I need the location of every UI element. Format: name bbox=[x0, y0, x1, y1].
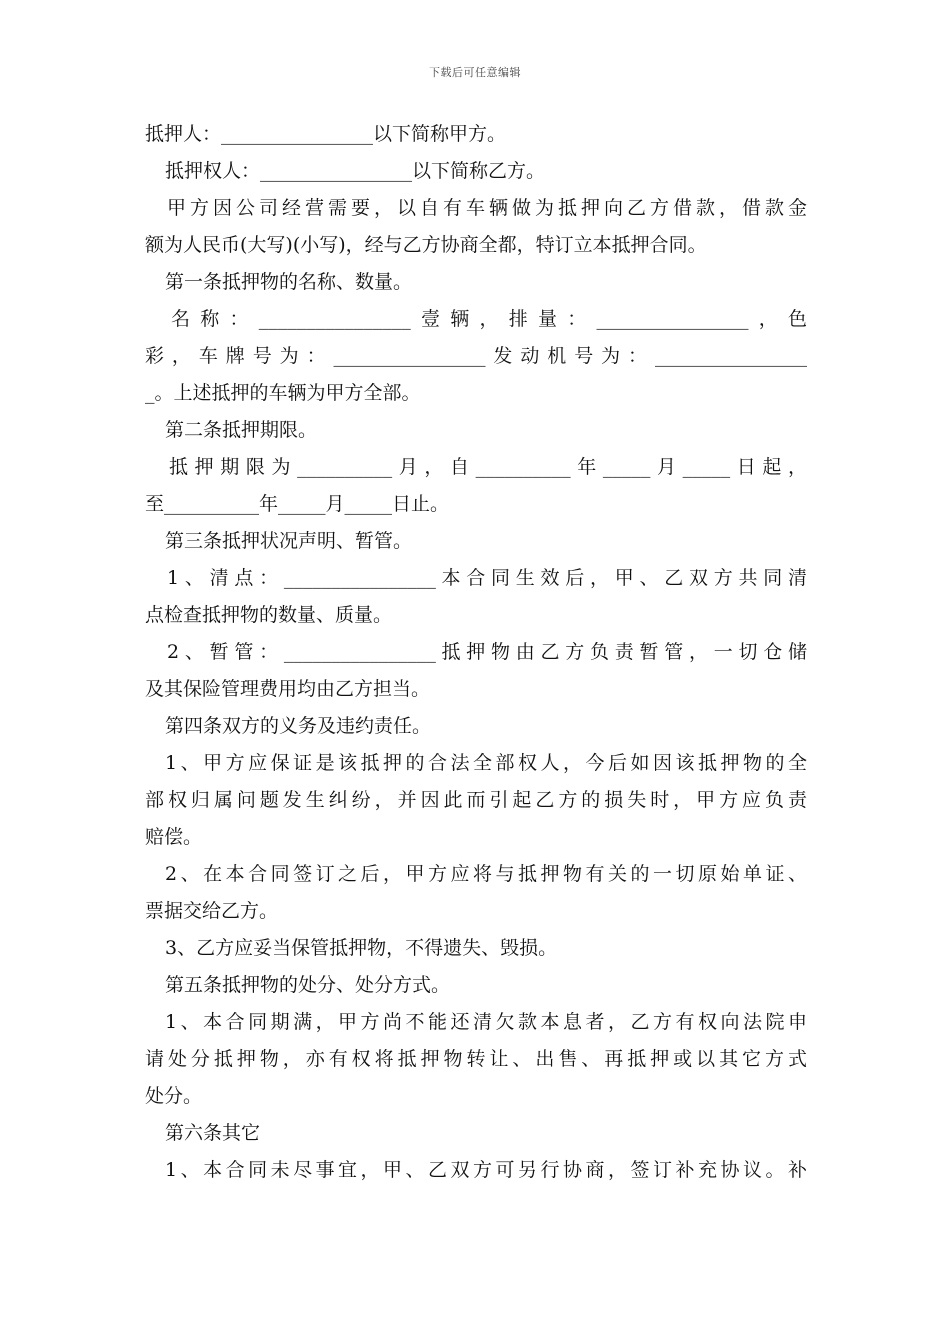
contract-line: 1、本合同期满，甲方尚不能还清欠款本息者，乙方有权向法院申 bbox=[165, 1011, 807, 1033]
contract-line: 至__________年_____月_____日止。 bbox=[145, 493, 450, 515]
contract-line: 处分。 bbox=[145, 1085, 203, 1107]
contract-line: _。上述抵押的车辆为甲方全部。 bbox=[145, 382, 421, 404]
contract-line: 2、在本合同签订之后，甲方应将与抵押物有关的一切原始单证、 bbox=[165, 863, 807, 885]
contract-line: 1、甲方应保证是该抵押的合法全部权人，今后如因该抵押物的全 bbox=[165, 752, 807, 774]
contract-line: 第六条其它 bbox=[165, 1122, 261, 1144]
contract-line: 点检查抵押物的数量、质量。 bbox=[145, 604, 393, 626]
contract-line: 额为人民币(大写)(小写)，经与乙方协商全都，特订立本抵押合同。 bbox=[145, 234, 707, 256]
contract-line: 第一条抵押物的名称、数量。 bbox=[165, 271, 413, 293]
contract-line: 抵押权人：________________以下简称乙方。 bbox=[165, 160, 546, 182]
contract-line: 赔偿。 bbox=[145, 826, 203, 848]
contract-line: 3、乙方应妥当保管抵押物，不得遗失、毁损。 bbox=[165, 937, 558, 959]
contract-line: 部权归属问题发生纠纷，并因此而引起乙方的损失时，甲方应负责 bbox=[145, 789, 807, 811]
contract-line: 1、本合同未尽事宜，甲、乙双方可另行协商，签订补充协议。补 bbox=[165, 1159, 807, 1181]
page-header-note: 下载后可任意编辑 bbox=[429, 66, 521, 79]
contract-line: 抵押人：________________以下简称甲方。 bbox=[145, 123, 507, 145]
contract-line: 2、暂管：________________抵押物由乙方负责暂管，一切仓储 bbox=[167, 641, 807, 663]
contract-line: 第五条抵押物的处分、处分方式。 bbox=[165, 974, 451, 996]
contract-line: 彩，车牌号为：________________发动机号为：________________ bbox=[145, 345, 807, 367]
contract-line: 甲方因公司经营需要，以自有车辆做为抵押向乙方借款，借款金 bbox=[167, 197, 807, 219]
contract-line: 名称：________________壹辆，排量：________________，色 bbox=[171, 308, 807, 330]
contract-line: 抵押期限为__________月，自__________年_____月_____日起， bbox=[169, 456, 807, 478]
contract-body bbox=[145, 116, 807, 1189]
contract-line: 第四条双方的义务及违约责任。 bbox=[165, 715, 432, 737]
contract-line: 1、清点：________________本合同生效后，甲、乙双方共同清 bbox=[167, 567, 807, 589]
contract-line: 请处分抵押物，亦有权将抵押物转让、出售、再抵押或以其它方式 bbox=[145, 1048, 807, 1070]
contract-line: 第二条抵押期限。 bbox=[165, 419, 318, 441]
contract-line: 及其保险管理费用均由乙方担当。 bbox=[145, 678, 431, 700]
contract-line: 票据交给乙方。 bbox=[145, 900, 279, 922]
contract-line: 第三条抵押状况声明、暂管。 bbox=[165, 530, 413, 552]
